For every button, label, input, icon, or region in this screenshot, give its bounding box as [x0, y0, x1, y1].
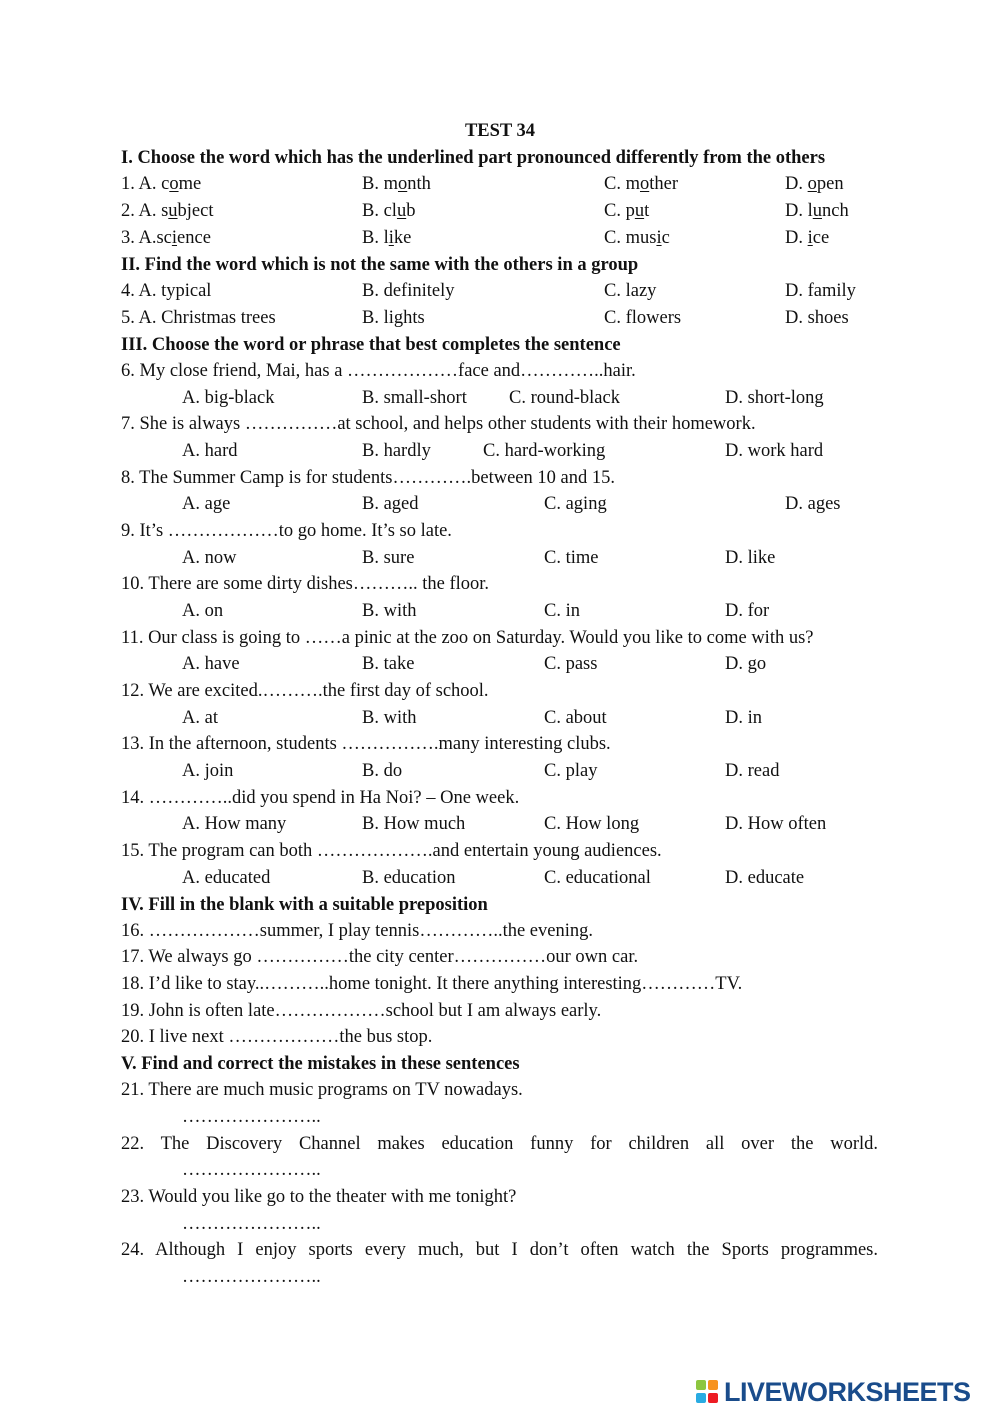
q12-option-c[interactable]: C. about [544, 708, 607, 728]
q3-option-c[interactable]: C. music [604, 228, 670, 248]
q10-stem: 10. There are some dirty dishes……….. the floor. [121, 574, 490, 594]
q16-fill[interactable]: 16. ………………summer, I play tennis…………..the evening. [121, 921, 593, 941]
q9-stem: 9. It’s ………………to go home. It’s so late. [121, 521, 452, 541]
q2-option-c[interactable]: C. put [604, 201, 650, 221]
q22-answer-blank[interactable]: ………………….. [182, 1160, 321, 1180]
q5-option-a[interactable]: 5. A. Christmas trees [121, 308, 276, 328]
q8-stem: 8. The Summer Camp is for students………….between 10 and 15. [121, 468, 615, 488]
q12-option-a[interactable]: A. at [182, 708, 218, 728]
liveworksheets-logo-icon [696, 1378, 720, 1406]
q8-option-d[interactable]: D. ages [785, 494, 841, 514]
section-1-heading: I. Choose the word which has the underlined part pronounced differently from the others [121, 148, 826, 168]
q9-option-a[interactable]: A. now [182, 548, 237, 568]
q22-sentence: 22. The Discovery Channel makes education funny for children all over the world. [121, 1134, 878, 1154]
q8-option-a[interactable]: A. age [182, 494, 231, 514]
q15-option-b[interactable]: B. education [362, 868, 456, 888]
q13-option-a[interactable]: A. join [182, 761, 234, 781]
q21-sentence: 21. There are much music programs on TV nowadays. [121, 1080, 523, 1100]
q3-option-d[interactable]: D. ice [785, 228, 830, 248]
q2-option-b[interactable]: B. club [362, 201, 416, 221]
section-3-heading: III. Choose the word or phrase that best completes the sentence [121, 335, 621, 355]
q4-option-d[interactable]: D. family [785, 281, 856, 301]
q10-option-d[interactable]: D. for [725, 601, 770, 621]
q10-option-c[interactable]: C. in [544, 601, 580, 621]
q12-stem: 12. We are excited.……….the first day of school. [121, 681, 489, 701]
q7-option-a[interactable]: A. hard [182, 441, 238, 461]
q23-answer-blank[interactable]: ………………….. [182, 1214, 321, 1234]
q24-sentence: 24. Although I enjoy sports every much, but I don’t often watch the Sports programmes. [121, 1240, 878, 1260]
q14-option-c[interactable]: C. How long [544, 814, 640, 834]
q6-option-d[interactable]: D. short-long [725, 388, 824, 408]
q7-option-b[interactable]: B. hardly [362, 441, 431, 461]
q24-answer-blank[interactable]: ………………….. [182, 1267, 321, 1287]
q4-option-c[interactable]: C. lazy [604, 281, 657, 301]
q21-answer-blank[interactable]: ………………….. [182, 1107, 321, 1127]
q10-option-b[interactable]: B. with [362, 601, 417, 621]
q9-option-d[interactable]: D. like [725, 548, 776, 568]
q6-stem: 6. My close friend, Mai, has a ………………face and…………..hair. [121, 361, 636, 381]
q11-option-c[interactable]: C. pass [544, 654, 598, 674]
q1-option-d[interactable]: D. open [785, 174, 844, 194]
q13-option-d[interactable]: D. read [725, 761, 780, 781]
q14-option-a[interactable]: A. How many [182, 814, 287, 834]
q9-option-c[interactable]: C. time [544, 548, 599, 568]
q1-option-a[interactable]: 1. A. come [121, 174, 202, 194]
q5-option-d[interactable]: D. shoes [785, 308, 849, 328]
q9-option-b[interactable]: B. sure [362, 548, 415, 568]
q15-option-a[interactable]: A. educated [182, 868, 271, 888]
q14-stem: 14. …………..did you spend in Ha Noi? – One week. [121, 788, 520, 808]
q13-stem: 13. In the afternoon, students …………….many interesting clubs. [121, 734, 611, 754]
q4-option-b[interactable]: B. definitely [362, 281, 455, 301]
q14-option-d[interactable]: D. How often [725, 814, 827, 834]
q1-option-c[interactable]: C. mother [604, 174, 678, 194]
q7-stem: 7. She is always ……………at school, and helps other students with their homework. [121, 414, 756, 434]
q11-option-a[interactable]: A. have [182, 654, 240, 674]
q14-option-b[interactable]: B. How much [362, 814, 466, 834]
q20-fill[interactable]: 20. I live next ………………the bus stop. [121, 1027, 433, 1047]
q15-option-d[interactable]: D. educate [725, 868, 805, 888]
section-2-heading: II. Find the word which is not the same with the others in a group [121, 255, 639, 275]
liveworksheets-logo [696, 1376, 971, 1408]
q11-stem: 11. Our class is going to ……a pinic at the zoo on Saturday. Would you like to come with us? [121, 628, 814, 648]
q7-option-c[interactable]: C. hard-working [483, 441, 606, 461]
q23-sentence: 23. Would you like go to the theater with me tonight? [121, 1187, 517, 1207]
q17-fill[interactable]: 17. We always go ……………the city center……………our own car. [121, 947, 639, 967]
page-title: TEST 34 [464, 121, 536, 141]
q7-option-d[interactable]: D. work hard [725, 441, 824, 461]
q8-option-c[interactable]: C. aging [544, 494, 607, 514]
q15-stem: 15. The program can both ……………….and entertain young audiences. [121, 841, 662, 861]
q6-option-b[interactable]: B. small-short [362, 388, 467, 408]
q2-option-a[interactable]: 2. A. subject [121, 201, 214, 221]
q10-option-a[interactable]: A. on [182, 601, 224, 621]
q5-option-c[interactable]: C. flowers [604, 308, 682, 328]
q1-option-b[interactable]: B. month [362, 174, 431, 194]
q13-option-c[interactable]: C. play [544, 761, 598, 781]
q19-fill[interactable]: 19. John is often late………………school but I am always early. [121, 1001, 602, 1021]
q15-option-c[interactable]: C. educational [544, 868, 651, 888]
q3-option-a[interactable]: 3. A.science [121, 228, 211, 248]
q12-option-d[interactable]: D. in [725, 708, 762, 728]
q12-option-b[interactable]: B. with [362, 708, 417, 728]
q3-option-b[interactable]: B. like [362, 228, 412, 248]
section-5-heading: V. Find and correct the mistakes in these sentences [121, 1054, 520, 1074]
q8-option-b[interactable]: B. aged [362, 494, 419, 514]
q13-option-b[interactable]: B. do [362, 761, 403, 781]
q4-option-a[interactable]: 4. A. typical [121, 281, 212, 301]
q6-option-c[interactable]: C. round-black [509, 388, 620, 408]
q18-fill[interactable]: 18. I’d like to stay..………..home tonight. It there anything interesting…………TV. [121, 974, 743, 994]
liveworksheets-logo-text: LIVEWORKSHEETS [724, 1376, 971, 1407]
q2-option-d[interactable]: D. lunch [785, 201, 849, 221]
q6-option-a[interactable]: A. big-black [182, 388, 275, 408]
q5-option-b[interactable]: B. lights [362, 308, 425, 328]
q11-option-b[interactable]: B. take [362, 654, 415, 674]
section-4-heading: IV. Fill in the blank with a suitable preposition [121, 895, 488, 915]
q11-option-d[interactable]: D. go [725, 654, 767, 674]
